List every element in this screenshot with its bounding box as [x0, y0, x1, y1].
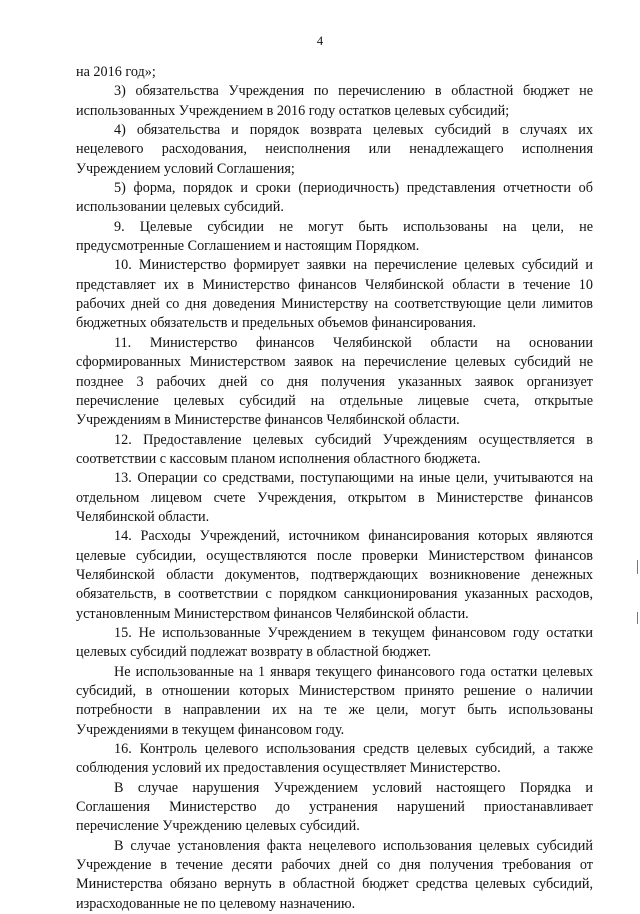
paragraph-clause-12: 12. Предоставление целевых субсидий Учреждениям осуществляется в соответствии с кассовым планом исполнения областного бюджета. — [76, 431, 593, 467]
page-number: 4 — [316, 34, 324, 48]
paragraph-clause-9: 9. Целевые субсидии не могут быть использованы на цели, не предусмотренные Соглашением и настоящим Порядком. — [76, 218, 593, 255]
paragraph-clause-11: 11. Министерство финансов Челябинской области на основании сформированных Министерством заявок на перечисление целевых субсидий не позднее 3 рабочих дней со дня получения указанных заявок организует перечисление целевых субсидий на отдельные лицевые счета, открытые Учреждениям в Министерстве финансов Челябинской области. — [76, 334, 593, 429]
paragraph-violation: В случае нарушения Учреждением условий настоящего Порядка и Соглашения Министерство до устранения нарушений приостанавливает перечисление Учреждению целевых субсидий. — [76, 779, 593, 835]
scan-edge-mark — [637, 612, 638, 624]
paragraph-clause-13: 13. Операции со средствами, поступающими на иные цели, учитываются на отдельном лицевом счете Учреждения, открытом в Министерстве финансов Челябинской области. — [76, 470, 593, 525]
paragraph-item-5: 5) форма, порядок и сроки (периодичность) представления отчетности об использовании целевых субсидий. — [76, 180, 593, 216]
document-body — [76, 63, 593, 914]
scan-edge-mark — [637, 560, 638, 574]
paragraph-item-3: 3) обязательства Учреждения по перечислению в областной бюджет не использованных Учреждением в 2016 году остатков целевых субсидий; — [76, 83, 593, 119]
paragraph-clause-15-continued: Не использованные на 1 января текущего финансового года остатки целевых субсидий, в отношении которых Министерством принято решение о наличии потребности в направлении их на те же цели, могут быть использованы Учреждениями в текущем финансовом году. — [76, 663, 593, 738]
paragraph-clause-16: 16. Контроль целевого использования средств целевых субсидий, а также соблюдения условий их предоставления осуществляет Министерство. — [76, 741, 593, 777]
paragraph-item-4: 4) обязательства и порядок возврата целевых субсидий в случаях их нецелевого расходования, неисполнения или ненадлежащего исполнения Учреждением условий Соглашения; — [76, 122, 593, 177]
paragraph-continuation: на 2016 год»; — [76, 64, 156, 80]
paragraph-clause-14: 14. Расходы Учреждений, источником финансирования которых являются целевые субсидии, осуществляются после проверки Министерством финансов Челябинской области документов, подтверждающих возникновение денежных обязательств, в соответствии с порядком санкционирования указанных расходов, установленным Министерством финансов Челябинской области. — [76, 528, 593, 622]
paragraph-misuse: В случае установления факта нецелевого использования целевых субсидий Учреждение в течение десяти рабочих дней со дня получения требования от Министерства обязано вернуть в областной бюджет средства целевых субсидий, израсходованные не по целевому назначению. — [76, 837, 593, 912]
paragraph-clause-10: 10. Министерство формирует заявки на перечисление целевых субсидий и представляет их в Министерство финансов Челябинской области в течение 10 рабочих дней со дня доведения Министерству на соответствующие цели лимитов бюджетных обязательств и предельных объемов финансирования. — [76, 257, 593, 332]
paragraph-clause-15: 15. Не использованные Учреждением в текущем финансовом году остатки целевых субсидий подлежат возврату в областной бюджет. — [76, 624, 593, 661]
